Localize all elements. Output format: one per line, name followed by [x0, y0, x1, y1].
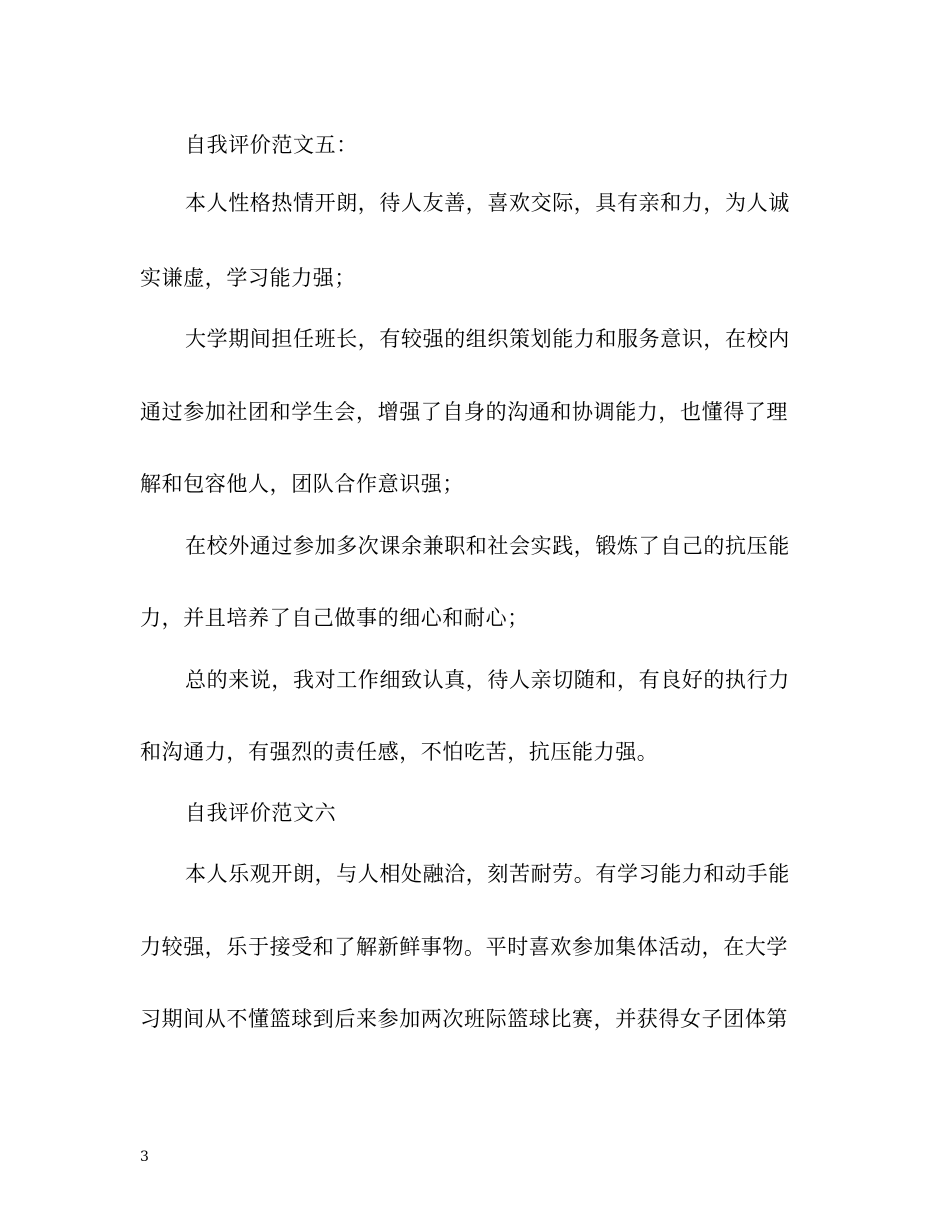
paragraph-line: 力较强，乐于接受和了解新鲜事物。平时喜欢参加集体活动，在大学: [140, 935, 788, 959]
paragraph-line: 在校外通过参加多次课余兼职和社会实践，锻炼了自己的抗压能: [185, 534, 790, 558]
paragraph-line: 通过参加社团和学生会，增强了自身的沟通和协调能力，也懂得了理: [140, 400, 788, 424]
paragraph-line: 力，并且培养了自己做事的细心和耐心；: [140, 606, 529, 630]
heading-sample-five: 自我评价范文五：: [185, 133, 358, 157]
paragraph-line: 总的来说，我对工作细致认真，待人亲切随和，有良好的执行力: [185, 668, 790, 692]
page-number: 3: [140, 1149, 149, 1165]
paragraph-line: 大学期间担任班长，有较强的组织策划能力和服务意识，在校内: [185, 327, 790, 351]
paragraph-line: 本人性格热情开朗，待人友善，喜欢交际，具有亲和力，为人诚: [185, 191, 790, 215]
paragraph-line: 实谦虚，学习能力强；: [140, 266, 356, 290]
paragraph-line: 和沟通力，有强烈的责任感，不怕吃苦，抗压能力强。: [140, 740, 659, 764]
paragraph-line: 本人乐观开朗，与人相处融洽，刻苦耐劳。有学习能力和动手能: [185, 862, 790, 886]
paragraph-line: 习期间从不懂篮球到后来参加两次班际篮球比赛，并获得女子团体第: [140, 1007, 788, 1031]
paragraph-line: 解和包容他人，团队合作意识强；: [140, 472, 464, 496]
heading-sample-six: 自我评价范文六: [185, 801, 337, 825]
